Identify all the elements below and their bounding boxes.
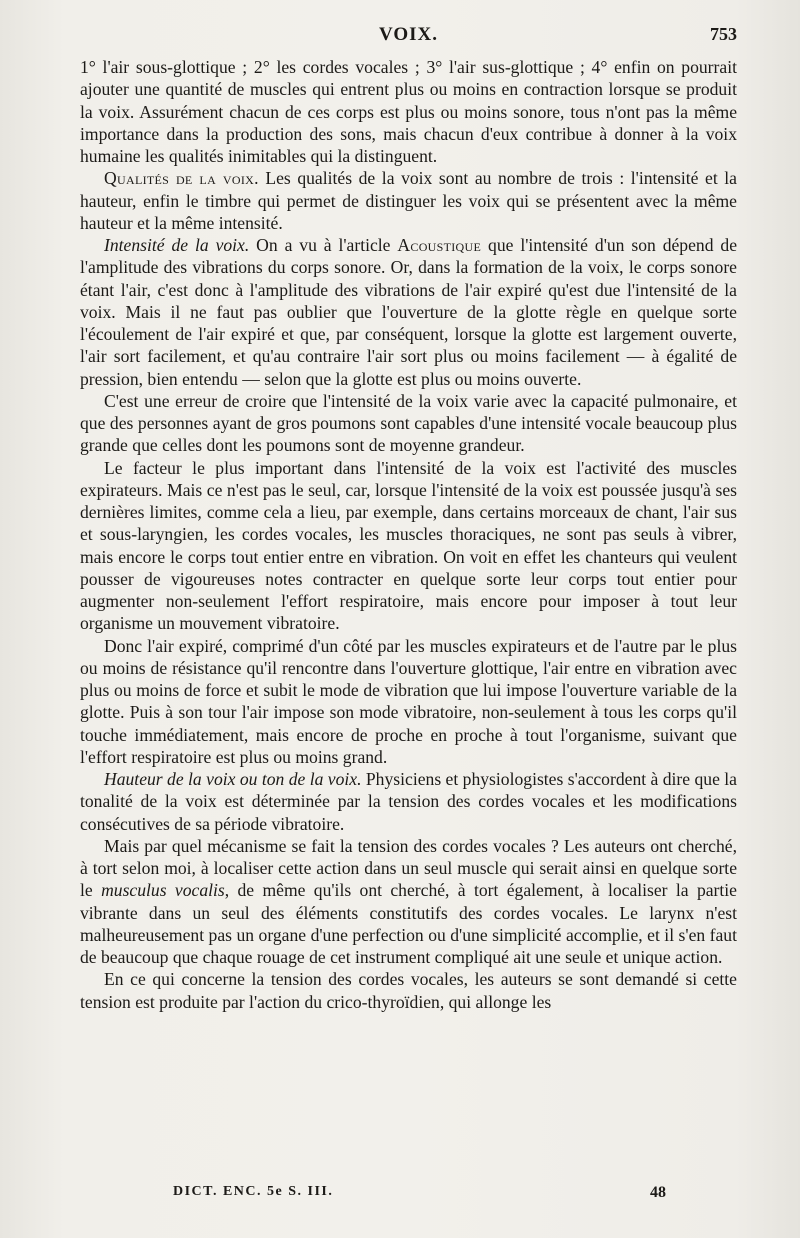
latin-term: musculus vocalis: [101, 880, 225, 901]
body-text: [80, 56, 737, 1013]
paragraph-text: Les qualités de la voix sont au nombre de trois : l'intensité et la hauteur, enfin le timbre qui permet de distinguer les voix qui se présentent avec la même hauteur et la même intensité.: [80, 168, 737, 233]
paragraph: Donc l'air expiré, comprimé d'un côté par les muscles expirateurs et de l'autre par le plus ou moins de résistance qu'il rencontre dans l'ouverture glottique, l'air entre en vibration avec plus ou moins de force et subit le mode de vibration que lui impose l'ouverture variable de la glotte. Puis à son tour l'air impose son mode vibratoire, non-seulement à tous les corps qu'il touche immédiatement, mais encore de proche en proche à tout l'organisme, suivant que l'effort respiratoire est plus ou moins grand.: [80, 635, 737, 767]
paragraph-text: , de même qu'ils ont cherché, à tort également, à localiser la partie vibrante dans un seul des éléments constitutifs des cordes vocales. Le larynx n'est malheureusement pas un organe d'une perfection ou d'une simplicité accomplie, et il s'en faut de beaucoup que chaque rouage de cet instrument compliqué ait une seule et unique action.: [80, 880, 737, 967]
section-heading-intensite: Intensité de la voix.: [104, 235, 250, 255]
sheet-number: 48: [650, 1184, 666, 1201]
running-title: VOIX.: [379, 24, 438, 45]
paragraph-qualites: [80, 167, 737, 234]
paragraph: En ce qui concerne la tension des cordes vocales, les auteurs se sont demandé si cette tension est produite par l'action du crico-thyroïdien, qui allonge les: [80, 969, 737, 1012]
paragraph-intensite: [80, 234, 737, 390]
paragraph: 1° l'air sous-glottique ; 2° les cordes vocales ; 3° l'air sus-glottique ; 4° enfin on pourrait ajouter une quantité de muscles qui entrent plus ou moins en contraction lorsque se produit la voix. Assurément chacun de ces corps est plus ou moins sonore, tous n'ont pas la même importance dans la production des sons, mais chacun d'eux contribue à donner à la voix humaine les qualités inimitables qui la distinguent.: [80, 57, 737, 166]
paragraph-hauteur: [80, 768, 737, 835]
paragraph-text: Mais par quel mécanisme se fait la tension des cordes vocales ? Les auteurs ont cherché, à tort selon moi, à localiser cette action dans un seul muscle qui serait ainsi en quelque sorte le: [80, 835, 737, 901]
printer-signature: DICT. ENC. 5e S. III.: [173, 1184, 334, 1199]
page-footer: [80, 1184, 737, 1208]
cross-reference-acoustique: Acoustique: [397, 235, 482, 255]
paragraph: Le facteur le plus important dans l'intensité de la voix est l'activité des muscles expirateurs. Mais ce n'est pas le seul, car, lorsque l'intensité de la voix est poussée jusqu'à ses dernières limites, comme cela a lieu, par exemple, dans certains morceaux de chant, l'air sus et sous-laryngien, les cordes vocales, les muscles thoraciques, ne sont pas seuls à vibrer, mais encore le corps tout entier entre en vibration. On voit en effet les chanteurs qui veulent pousser de vigoureuses notes contracter en quelque sorte leur corps tout entier pour augmenter non-seulement l'effort respiratoire, mais encore pour imposer à tout leur organisme un mouvement vibratoire.: [80, 457, 737, 634]
section-heading-hauteur: Hauteur de la voix ou ton de la voix.: [104, 769, 362, 789]
page-header: [80, 24, 737, 54]
page-number: 753: [710, 24, 737, 44]
paragraph: C'est une erreur de croire que l'intensité de la voix varie avec la capacité pulmonaire, et que des personnes ayant de gros poumons sont capables d'une intensité vocale beaucoup plus grande que celles dont les poumons sont de moyenne grandeur.: [80, 390, 737, 456]
paragraph-text: On a vu à l'article: [249, 235, 398, 255]
paragraph-text: Physiciens et physiologistes s'accordent à dire que la tonalité de la voix est déterminée par la tension des cordes vocales et les modifications consécutives de sa période vibratoire.: [80, 769, 737, 834]
section-heading-qualites: Qualités de la voix.: [104, 168, 259, 189]
paragraph-text: que l'intensité d'un son dépend de l'amplitude des vibrations du corps sonore. Or, dans la formation de la voix, le corps sonore étant l'air, c'est donc à l'amplitude des vibrations de l'air expiré qu'est due l'intensité de la voix. Mais il ne faut pas oublier que l'ouverture de la glotte règle en quelque sorte l'écoulement de l'air expiré et que, par conséquent, lorsque la glotte est largement ouverte, l'air sort facilement, et qu'au contraire l'air sort plus ou moins facilement — à égalité de pression, bien entendu — selon que la glotte est plus ou moins ouverte.: [80, 235, 737, 389]
paragraph-musculus: [80, 835, 737, 969]
